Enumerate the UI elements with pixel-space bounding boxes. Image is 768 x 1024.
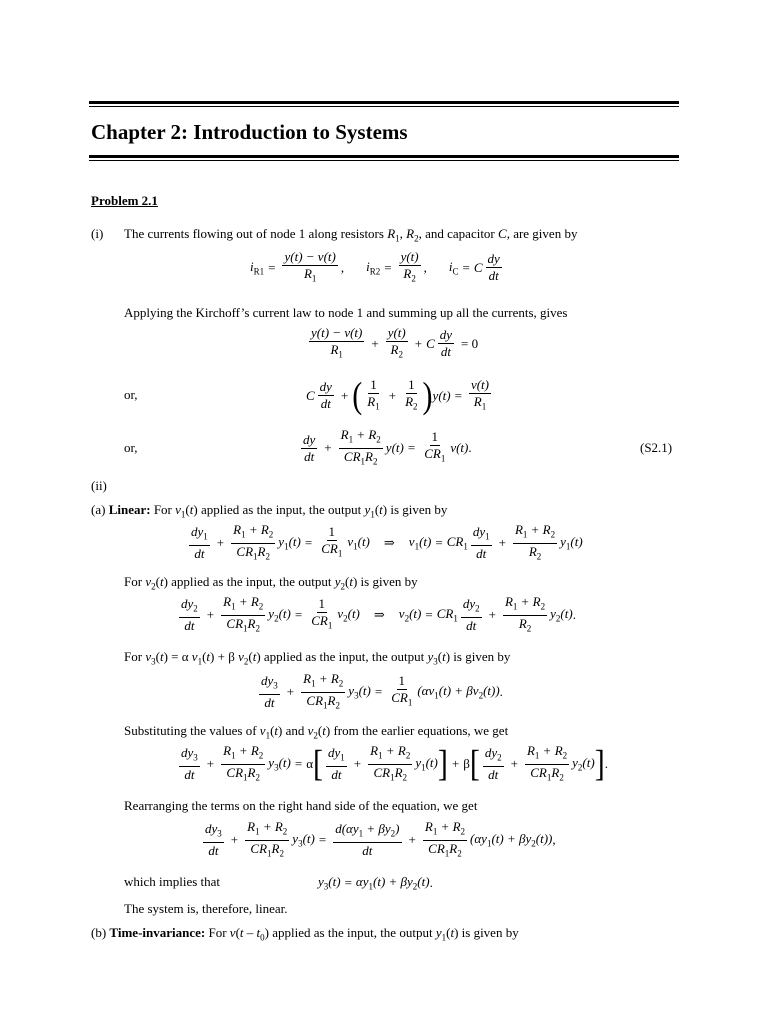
equation-y1: $\frac{dy_1}{dt}$ + $\frac{R_1 + R_2}{CR_1R_2}$ $y_1(t)$ = $\frac{1}{CR_1}$ $v_1(t)$ ⇒ $v_1(t)$ = $CR_1$ $\frac{dy_1}{dt}$ + $\frac{R_1 + R_2}{R_2}$ $y_1(t)$ bbox=[191, 522, 583, 562]
bottom-rule bbox=[89, 155, 679, 158]
part-i-label: (i) bbox=[91, 226, 104, 241]
implies-text: which implies that bbox=[124, 874, 221, 889]
ti-heading: Time-invariance: bbox=[109, 925, 206, 940]
equation-y3: $\frac{dy_3}{dt}$ + $\frac{R_1 + R_2}{CR_1R_2}$ $y_3(t)$ = $\frac{1}{CR_1}$ $(\alpha v_1(t) + \beta v_2(t))$ . bbox=[261, 671, 503, 711]
equation-s2-1: $\frac{dy}{dt}$ + $\frac{R_1 + R_2}{CR_1R_2}$ y(t) = $\frac{1}{CR_1}$ v(t) . bbox=[303, 427, 472, 467]
top-rule bbox=[89, 101, 679, 104]
ti-prefix: (b) bbox=[91, 925, 107, 940]
or-label-1: or, bbox=[124, 387, 138, 402]
kcl-equation: $\frac{y(t) - v(t)}{R_1}$ + $\frac{y(t)}{R_2}$ + C $\frac{dy}{dt}$ = 0 bbox=[311, 325, 479, 360]
equation-label: (S2.1) bbox=[640, 440, 673, 455]
equation-implies: $y_3(t)$ = $\alpha y_1(t) + \beta y_2(t)$ . bbox=[318, 874, 433, 892]
v2-text: For $v_2(t)$ applied as the input, the output $y_2(t)$ is given by bbox=[124, 574, 418, 592]
linear-conclusion: The system is, therefore, linear. bbox=[124, 901, 288, 916]
kcl-text: Applying the Kirchoff’s current law to node 1 and summing up all the currents, gives bbox=[124, 305, 568, 320]
time-invariance-text: (b) Time-invariance: For $v(t - t_0)$ applied as the input, the output $y_1(t)$ is given by bbox=[91, 925, 519, 943]
equation-or-1: C $\frac{dy}{dt}$ + ( $\frac{1}{R_1}$ + $\frac{1}{R_2}$ ) y(t) = $\frac{v(t)}{R_1}$ bbox=[306, 374, 489, 416]
problem-heading: Problem 2.1 bbox=[91, 193, 158, 208]
linear-text: (a) Linear: For $v_1(t)$ applied as the input, the output $y_1(t)$ is given by bbox=[91, 502, 448, 520]
currents-equation: $i_{R1}$ = $\frac{y(t) - v(t)}{R_1}$ , $i_{R2}$ = $\frac{y(t)}{R_2}$ , $i_C$ = C $\frac{dy}{dt}$ bbox=[250, 249, 500, 284]
part-ii-label: (ii) bbox=[91, 478, 107, 493]
substituting-text: Substituting the values of $v_1(t)$ and $v_2(t)$ from the earlier equations, we get bbox=[124, 723, 509, 741]
equation-y2: $\frac{dy_2}{dt}$ + $\frac{R_1 + R_2}{CR_1R_2}$ $y_2(t)$ = $\frac{1}{CR_1}$ $v_2(t)$ ⇒ $v_2(t)$ = $CR_1$ $\frac{dy_2}{dt}$ + $\frac{R_1 + R_2}{R_2}$ $y_2(t)$ . bbox=[181, 594, 576, 634]
equation-substituted: $\frac{dy_3}{dt}$ + $\frac{R_1 + R_2}{CR_1R_2}$ $y_3(t)$ = α [ $\frac{dy_1}{dt}$ + $\frac{R_1 + R_2}{CR_1R_2}$ $y_1(t)$ ] + β [ $\frac{dy_2}{dt}$ + $\frac{R_1 + R_2}{CR_1R_2}$ $y_2(t)$ ] . bbox=[181, 742, 608, 785]
chapter-title: Chapter 2: Introduction to Systems bbox=[91, 120, 408, 144]
or-label-2: or, bbox=[124, 440, 138, 455]
v3-text: For $v_3(t) = \alpha$ $v_1(t) + \beta$ $v_2(t)$ applied as the input, the output $y_3(t)$ is given by bbox=[124, 649, 511, 667]
equation-rearranged: $\frac{dy_3}{dt}$ + $\frac{R_1 + R_2}{CR_1R_2}$ $y_3(t)$ = $\frac{d(\alpha y_1 + \beta y_2)}{dt}$ + $\frac{R_1 + R_2}{CR_1R_2}$ $(\alpha y_1(t) + \beta y_2(t))$ , bbox=[205, 819, 556, 859]
linear-heading: Linear: bbox=[108, 502, 151, 517]
rearranging-text: Rearranging the terms on the right hand side of the equation, we get bbox=[124, 798, 478, 813]
part-i-intro: The currents flowing out of node 1 along resistors $R_1$, $R_2$, and capacitor C, are given by bbox=[124, 226, 578, 244]
